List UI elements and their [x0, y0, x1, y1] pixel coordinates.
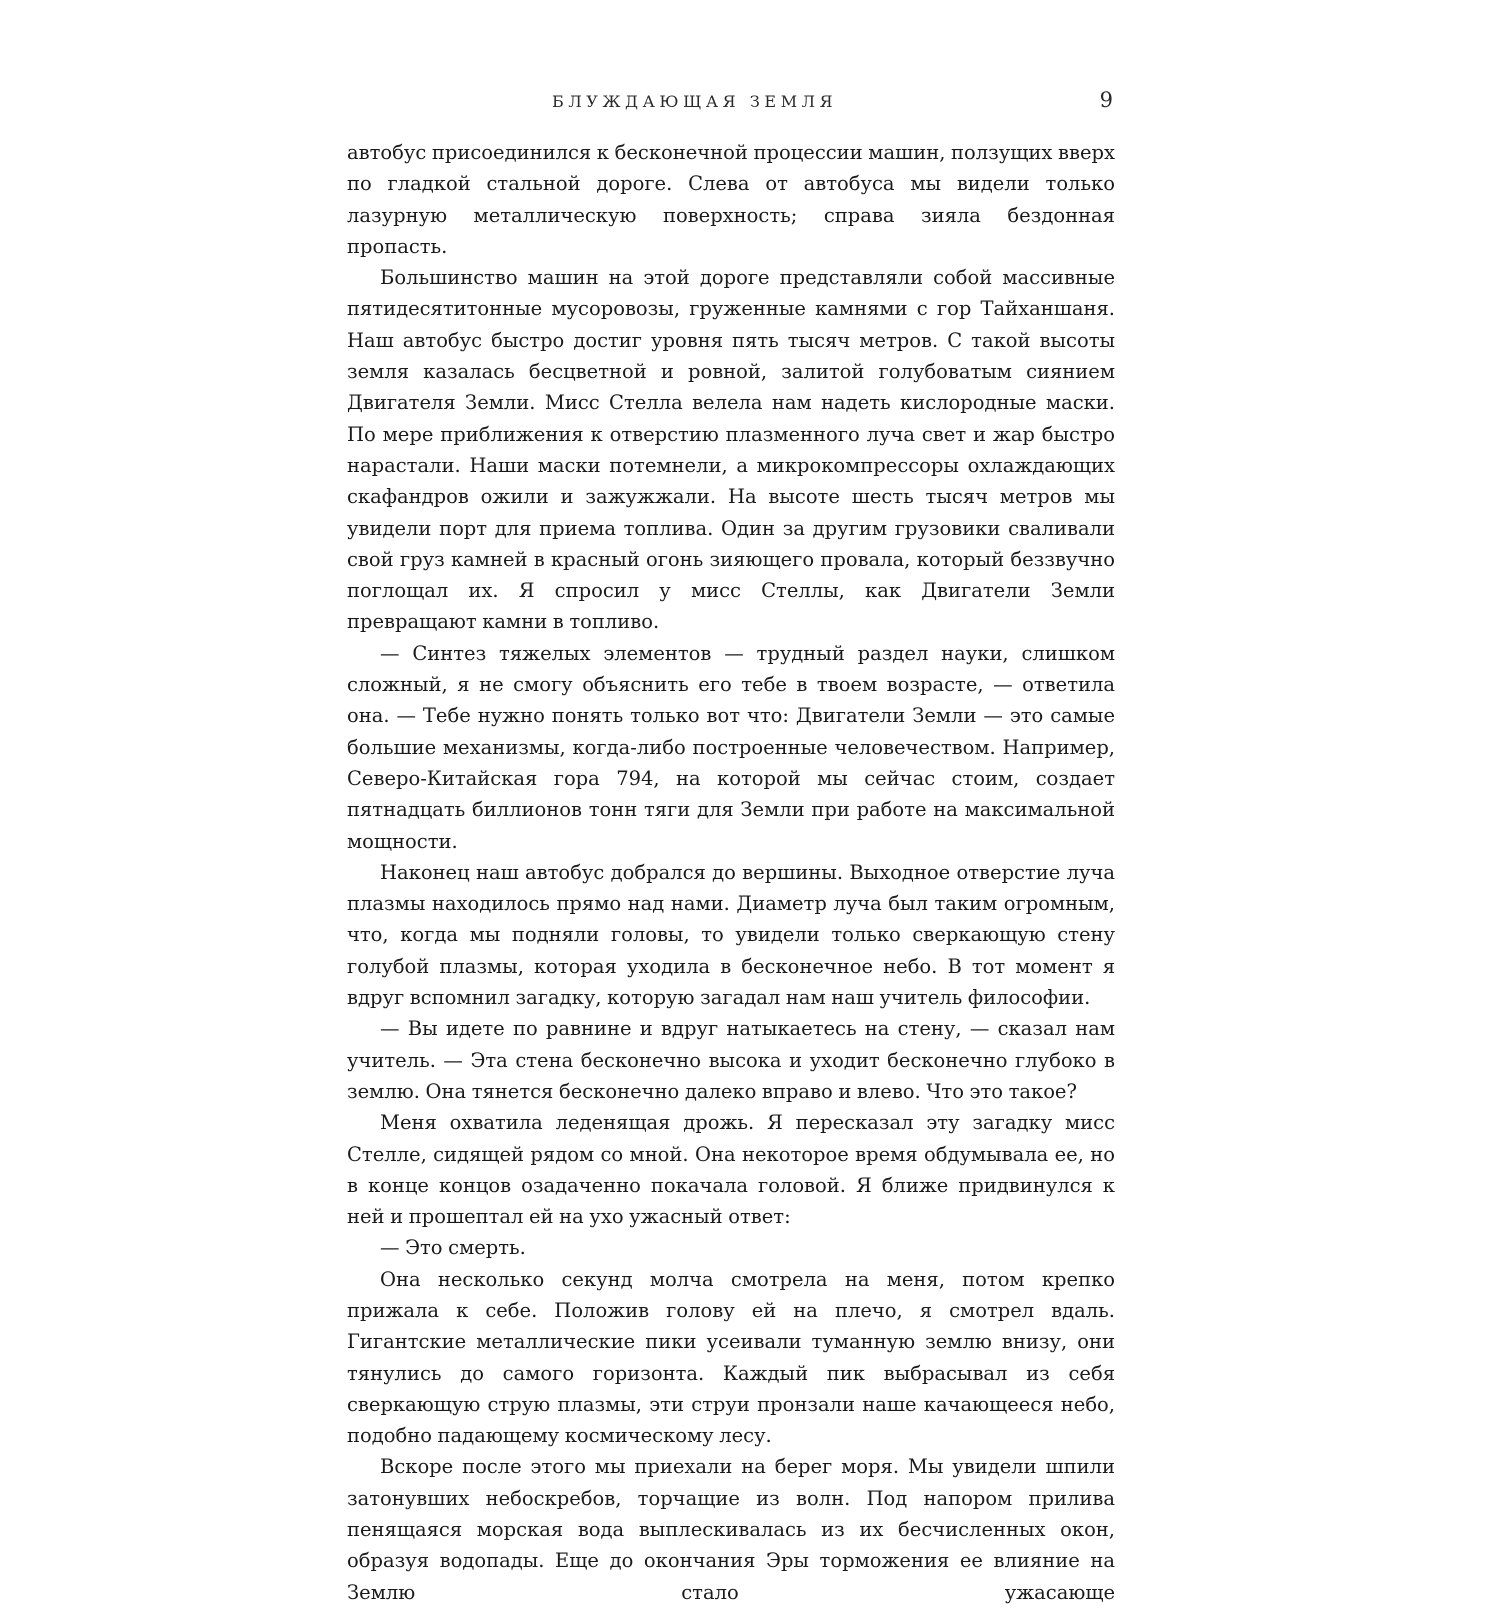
page-number: 9 — [1099, 88, 1113, 112]
paragraph: Вскоре после этого мы приехали на берег моря. Мы увидели шпили затонувших небоскребов, торчащие из волн. Под напором прилива пенящаяся морская вода выплескивалась из их бесчисленных окон, образуя водопады. Еще до окончания Эры торможения ее влияние на Землю стало ужасающе — [347, 1455, 1115, 1604]
running-head — [347, 88, 1115, 122]
running-title: БЛУЖДАЮЩАЯ ЗЕМЛЯ — [552, 92, 838, 111]
paragraph: Большинство машин на этой дороге представляли собой массивные пятидесятитонные мусоровозы, груженные камнями с гор Тайханшаня. Наш автобус быстро достиг уровня пять тысяч метров. С такой высоты земля казалась бесцветной и ровной, залитой голубоватым сиянием Двигателя Земли. Мисс Стелла велела нам надеть кислородные маски. По мере приближения к отверстию плазменного луча свет и жар быстро нарастали. Наши маски потемнели, а микрокомпрессоры охлаждающих скафандров ожили и зажужжали. На высоте шесть тысяч метров мы увидели порт для приема топлива. Один за другим грузовики сваливали свой груз камней в красный огонь зияющего провала, который беззвучно поглощал их. Я спросил у мисс Стеллы, как Двигатели Земли превращают камни в топливо. — [347, 266, 1115, 634]
paragraph: Наконец наш автобус добрался до вершины. Выходное отверстие луча плазмы находилось прямо над нами. Диаметр луча был таким огромным, что, когда мы подняли головы, то увидели только сверкающую стену голубой плазмы, которая уходила в бесконечное небо. В тот момент я вдруг вспомнил загадку, которую загадал нам наш учитель философии. — [347, 860, 1115, 1010]
book-page — [347, 0, 1115, 1604]
paragraph: — Вы идете по равнине и вдруг натыкаетесь на стену, — сказал нам учитель. — Эта стена бесконечно высока и уходит бесконечно глубоко в землю. Она тянется бесконечно далеко вправо и влево. Что это такое? — [347, 1017, 1115, 1103]
paragraph: Она несколько секунд молча смотрела на меня, потом крепко прижала к себе. Положив голову ей на плечо, я смотрел вдаль. Гигантские металлические пики усеивали туманную землю внизу, они тянулись до самого горизонта. Каждый пик выбрасывал из себя сверкающую струю плазмы, эти струи пронзали наше качающееся небо, подобно падающему космическому лесу. — [347, 1267, 1115, 1448]
paragraph: — Это смерть. — [380, 1236, 526, 1260]
body-text — [347, 137, 1115, 1608]
paragraph: — Синтез тяжелых элементов — трудный раздел науки, слишком сложный, я не смогу объяснить его тебе в твоем возрасте, — ответила она. — Тебе нужно понять только вот что: Двигатели Земли — это самые большие механизмы, когда-либо построенные человечеством. Например, Северо-Китайская гора 794, на которой мы сейчас стоим, создает пятнадцать биллионов тонн тяги для Земли при работе на максимальной мощности. — [347, 641, 1115, 853]
paragraph: Меня охватила леденящая дрожь. Я пересказал эту загадку мисс Стелле, сидящей рядом со мной. Она некоторое время обдумывала ее, но в конце концов озадаченно покачала головой. Я ближе придвинулся к ней и прошептал ей на ухо ужасный ответ: — [347, 1111, 1115, 1229]
paragraph: автобус присоединился к бесконечной процессии машин, ползущих вверх по гладкой стальной дороге. Слева от автобуса мы видели только лазурную металлическую поверхность; справа зияла бездонная пропасть. — [347, 141, 1115, 258]
